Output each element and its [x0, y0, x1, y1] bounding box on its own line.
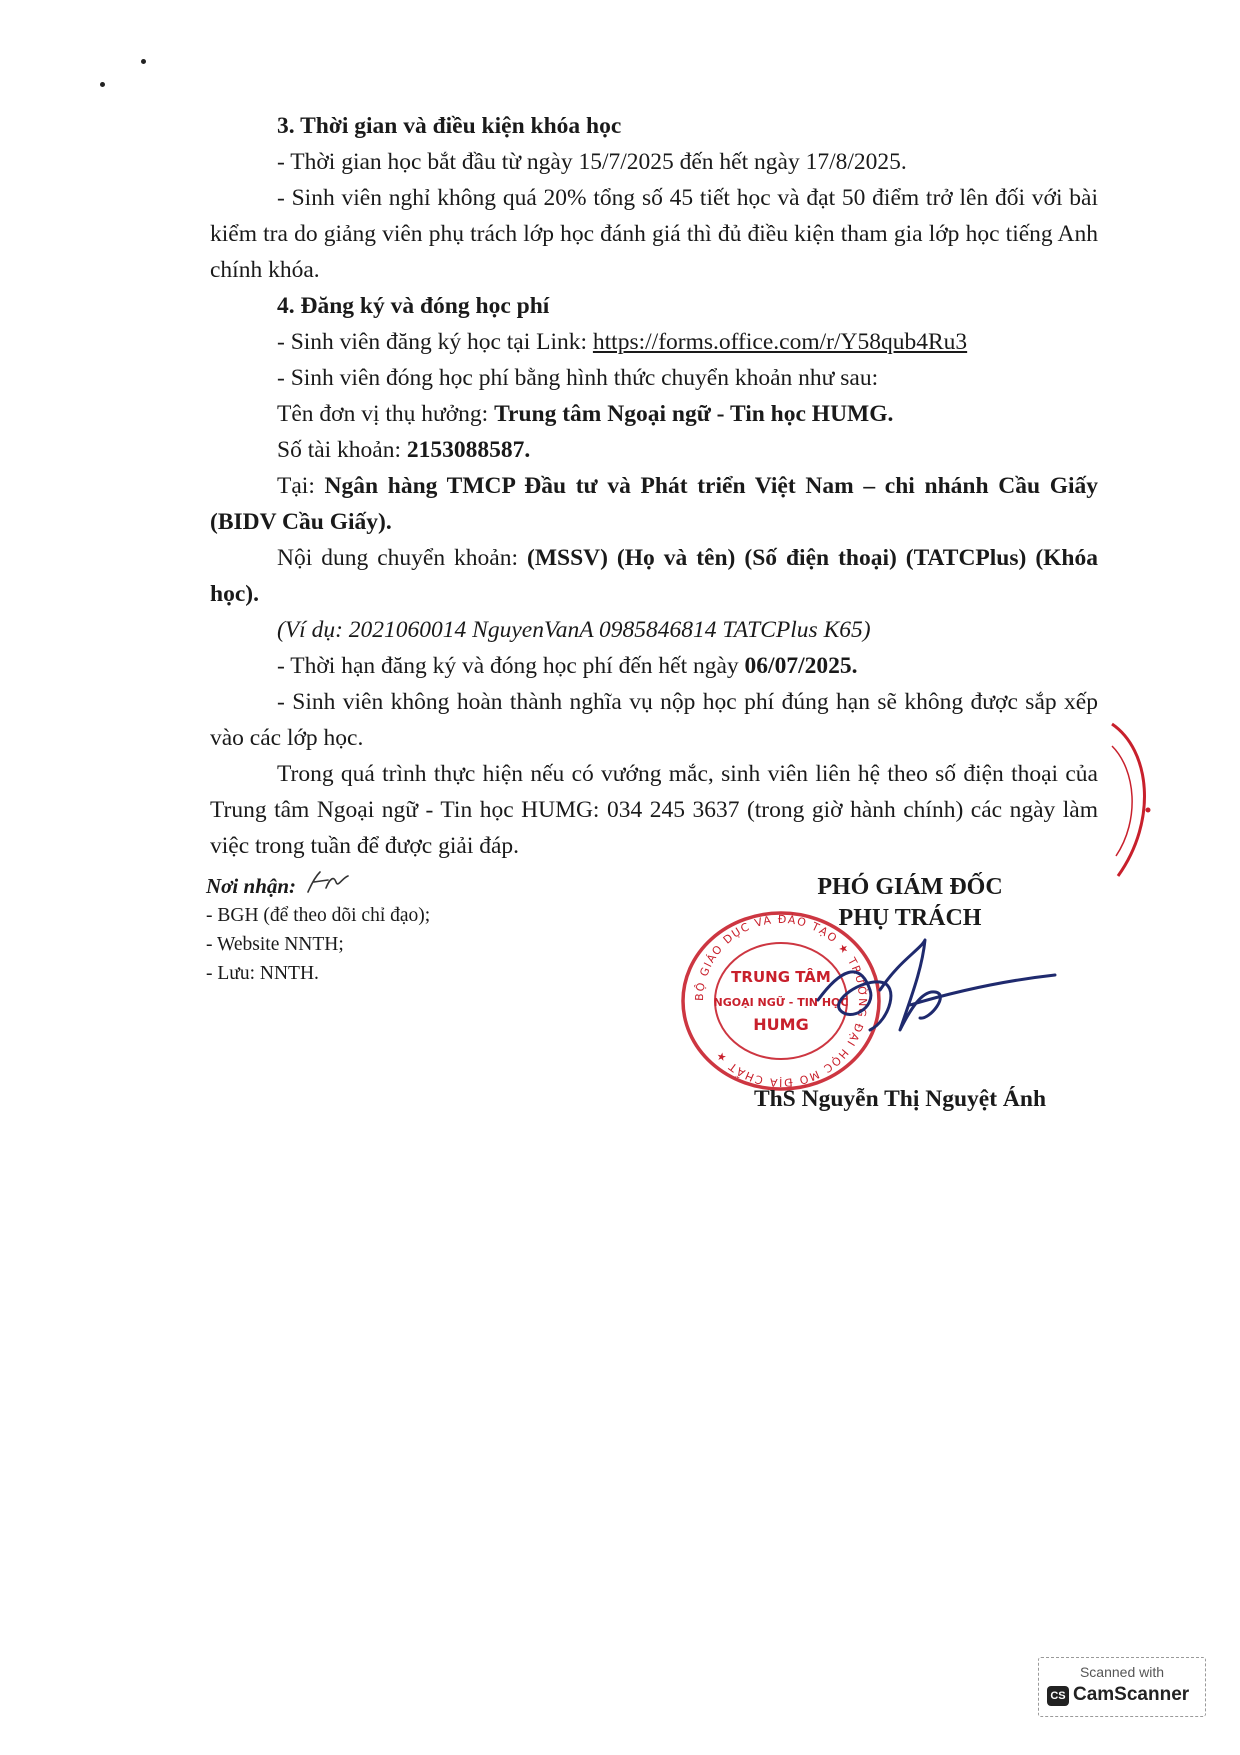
signature-title-line2: PHỤ TRÁCH [838, 905, 982, 931]
beneficiary-line [210, 396, 1098, 432]
transfer-line [210, 540, 1098, 612]
stamp-ring-text: BỘ GIÁO DỤC VÀ ĐÀO TẠO ★ TRƯỜNG ĐẠI HỌC MỎ ĐỊA CHẤT ★ [692, 912, 870, 1090]
handwritten-signature [810, 930, 1060, 1050]
section3-heading: 3. Thời gian và điều kiện khóa học [277, 113, 622, 139]
stamp-center-line3: HUMG [753, 1015, 809, 1034]
deadline-line [210, 648, 1098, 684]
recipient-item: - Lưu: NNTH. [206, 963, 319, 984]
transfer-label: Nội dung chuyển khoản: [277, 545, 527, 571]
side-stamp-fragment [1110, 720, 1160, 880]
camscanner-logo-icon: CS [1047, 1686, 1069, 1706]
stamp-center-line1: TRUNG TÂM [731, 968, 831, 986]
document-body [210, 108, 1098, 864]
transfer-example: (Ví dụ: 2021060014 NguyenVanA 0985846814 TATCPlus K65) [277, 617, 871, 643]
scan-speck [100, 82, 105, 87]
account-label: Số tài khoản: [277, 437, 407, 463]
stamp-center-line2: NGOẠI NGỮ - TIN HỌC [713, 996, 849, 1009]
payment-intro: - Sinh viên đóng học phí bằng hình thức chuyển khoản như sau: [277, 365, 879, 391]
section3-time-line: - Thời gian học bắt đầu từ ngày 15/7/2025 đến hết ngày 17/8/2025. [277, 149, 907, 175]
recipients-block [206, 872, 626, 988]
account-value: 2153088587. [406, 437, 531, 463]
signer-name: ThS Nguyễn Thị Nguyệt Ánh [753, 1086, 1047, 1112]
transfer-value: (MSSV) (Họ và tên) (Số điện thoại) (TATCPlus) (Khóa học). [210, 545, 1099, 607]
bank-value: Ngân hàng TMCP Đầu tư và Phát triển Việt Nam – chi nhánh Cầu Giấy (BIDV Cầu Giấy). [210, 473, 1099, 535]
payment-warning: - Sinh viên không hoàn thành nghĩa vụ nộp học phí đúng hạn sẽ không được sắp xếp vào các lớp học. [210, 689, 1098, 751]
bank-label: Tại: [277, 473, 325, 499]
deadline-value: 06/07/2025. [744, 653, 858, 679]
camscanner-top-text: Scanned with [1079, 1664, 1165, 1680]
section3-condition-line: - Sinh viên nghỉ không quá 20% tổng số 45 tiết học và đạt 50 điểm trở lên đối với bài kiểm tra do giảng viên phụ trách lớp học đánh giá thì đủ điều kiện tham gia lớp học tiếng Anh chính khóa. [210, 185, 1098, 283]
beneficiary-value: Trung tâm Ngoại ngữ - Tin học HUMG. [494, 401, 894, 427]
contact-paragraph: Trong quá trình thực hiện nếu có vướng mắc, sinh viên liên hệ theo số điện thoại của Trung tâm Ngoại ngữ - Tin học HUMG: 034 245 3637 (trong giờ hành chính) các ngày làm việc trong tuần để được giải đáp. [210, 761, 1098, 859]
beneficiary-label: Tên đơn vị thụ hưởng: [277, 401, 495, 427]
deadline-prefix: - Thời hạn đăng ký và đóng học phí đến hết ngày [277, 653, 745, 679]
initials-mark [304, 868, 354, 898]
scan-speck [141, 59, 146, 64]
register-line [210, 324, 1098, 360]
account-line [210, 432, 1098, 468]
recipient-item: - BGH (để theo dõi chỉ đạo); [206, 905, 431, 926]
recipient-item: - Website NNTH; [206, 934, 344, 955]
camscanner-badge [1038, 1657, 1206, 1717]
register-link[interactable]: https://forms.office.com/r/Y58qub4Ru3 [592, 329, 968, 355]
recipients-title: Nơi nhận: [206, 874, 297, 898]
bank-line [210, 468, 1098, 540]
register-prefix: - Sinh viên đăng ký học tại Link: [277, 329, 593, 355]
camscanner-name: CamScanner [1073, 1684, 1190, 1705]
section4-heading: 4. Đăng ký và đóng học phí [277, 293, 550, 319]
signature-title-line1: PHÓ GIÁM ĐỐC [817, 874, 1003, 900]
